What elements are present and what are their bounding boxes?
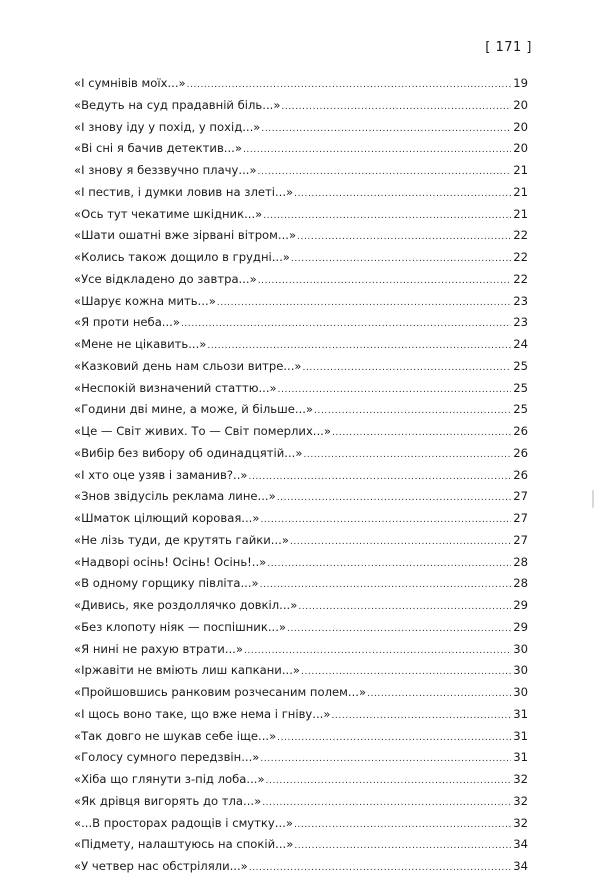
toc-entry-title: «...В просторах радощів і смутку...» (74, 815, 293, 830)
toc-entry (74, 576, 528, 598)
toc-dot-leader (298, 602, 511, 612)
toc-entry-page: 23 (513, 315, 528, 330)
toc-entry-page: 22 (513, 228, 528, 243)
toc-entry-page: 21 (513, 184, 528, 199)
toc-entry (74, 663, 528, 685)
toc-entry-title: «І знову я беззвучно плачу...» (74, 163, 257, 177)
toc-entry-page: 30 (513, 685, 528, 699)
toc-entry-page: 30 (513, 641, 528, 656)
toc-entry-page: 34 (513, 859, 528, 873)
toc-dot-leader (217, 298, 511, 308)
toc-entry (74, 707, 528, 729)
toc-entry (74, 141, 528, 163)
toc-entry-page: 19 (513, 76, 528, 90)
toc-dot-leader (258, 167, 512, 177)
toc-dot-leader (314, 406, 511, 416)
toc-entry (74, 729, 528, 751)
toc-dot-leader (261, 124, 511, 134)
toc-entry-title: «Ведуть на суд прадавній біль...» (74, 97, 281, 112)
toc-entry-page: 31 (513, 750, 528, 765)
toc-dot-leader (260, 515, 511, 525)
toc-entry-page: 32 (513, 815, 528, 830)
toc-entry (74, 489, 528, 511)
toc-dot-leader (207, 341, 511, 351)
toc-dot-leader (243, 145, 511, 155)
toc-entry-title: «Так довго не шукав себе іще...» (74, 728, 277, 743)
toc-dot-leader (278, 385, 512, 395)
toc-entry-page: 27 (513, 511, 528, 525)
toc-entry (74, 859, 528, 881)
toc-entry (74, 98, 528, 120)
toc-entry-page: 22 (513, 271, 528, 286)
toc-dot-leader (367, 689, 511, 699)
toc-entry-title: «В одному горщику півліта...» (74, 576, 259, 591)
toc-entry-title: «Шматок цілющий коровая...» (74, 511, 260, 525)
toc-entry (74, 424, 528, 446)
toc-entry (74, 381, 528, 403)
toc-entry (74, 620, 528, 642)
toc-dot-leader (291, 254, 511, 264)
toc-entry-title: «Мене не цікавить...» (74, 337, 207, 351)
toc-entry-title: «Казковий день нам сльози витре...» (74, 358, 302, 373)
toc-entry-title: «Пройшовшись ранковим розчесаним полем...» (74, 685, 367, 699)
toc-dot-leader (303, 363, 512, 373)
toc-entry-page: 25 (513, 380, 528, 395)
toc-entry-title: «Це — Світ живих. То — Світ померлих...» (74, 424, 331, 438)
toc-dot-leader (187, 80, 512, 90)
toc-entry-page: 32 (513, 793, 528, 808)
toc-entry (74, 598, 528, 620)
toc-entry-page: 21 (513, 163, 528, 177)
toc-entry (74, 272, 528, 294)
toc-dot-leader (263, 211, 511, 221)
toc-entry-page: 31 (513, 706, 528, 721)
toc-entry-page: 28 (513, 576, 528, 591)
toc-entry (74, 337, 528, 359)
table-of-contents (74, 76, 528, 881)
toc-entry-page: 20 (513, 141, 528, 156)
toc-dot-leader (244, 646, 511, 656)
toc-entry (74, 816, 528, 838)
toc-dot-leader (181, 319, 511, 329)
toc-entry-page: 31 (513, 728, 528, 743)
toc-entry (74, 185, 528, 207)
toc-entry (74, 468, 528, 490)
toc-entry-title: «Хіба що глянути з-під лоба...» (74, 772, 265, 786)
toc-entry-title: «У четвер нас обстріляли...» (74, 859, 248, 873)
toc-entry (74, 555, 528, 577)
toc-entry (74, 446, 528, 468)
toc-entry-title: «Дивись, яке роздоллячко довкіл...» (74, 598, 298, 612)
toc-entry (74, 642, 528, 664)
toc-entry-title: «І знову іду у похід, у похід...» (74, 119, 261, 134)
toc-entry-page: 26 (513, 424, 528, 438)
toc-dot-leader (332, 428, 511, 438)
toc-entry-title: «І хто оце узяв і заманив?..» (74, 467, 248, 482)
toc-entry-page: 23 (513, 293, 528, 308)
toc-entry-title: «Підмету, налаштуюсь на спокій...» (74, 837, 294, 852)
toc-entry-title: «І сумнівів моїх...» (74, 76, 186, 90)
toc-entry (74, 163, 528, 185)
toc-entry (74, 228, 528, 250)
toc-entry-page: 32 (513, 772, 528, 786)
toc-dot-leader (262, 798, 511, 808)
page-number: [ 171 ] (485, 40, 532, 55)
toc-entry-title: «Неспокій визначений статтю...» (74, 380, 277, 395)
toc-entry-title: «Я проти неба...» (74, 315, 180, 330)
toc-entry-title: «Вибір без вибору об одинадцятій...» (74, 445, 303, 460)
toc-entry-title: «Шати ошатні вже зірвані вітром...» (74, 228, 297, 243)
toc-entry-page: 22 (513, 250, 528, 264)
toc-entry-page: 21 (513, 206, 528, 221)
toc-entry-page: 26 (513, 467, 528, 482)
toc-entry (74, 294, 528, 316)
toc-entry (74, 359, 528, 381)
toc-entry-page: 29 (513, 619, 528, 634)
toc-entry-title: «Не лізь туди, де крутять гайки...» (74, 532, 289, 547)
toc-entry-title: «Голосу сумного передзвін...» (74, 750, 260, 765)
toc-dot-leader (258, 276, 512, 286)
toc-entry-page: 30 (513, 663, 528, 678)
toc-dot-leader (281, 102, 511, 112)
toc-entry-title: «Без клопоту ніяк — поспішник...» (74, 619, 286, 634)
toc-entry (74, 772, 528, 794)
toc-entry-page: 28 (513, 554, 528, 569)
page-edge-mark (592, 490, 594, 508)
toc-dot-leader (294, 841, 511, 851)
toc-dot-leader (297, 232, 511, 242)
toc-dot-leader (277, 733, 511, 743)
toc-dot-leader (266, 776, 512, 786)
toc-entry-title: «Колись також дощило в грудні...» (74, 250, 290, 264)
toc-entry-page: 25 (513, 402, 528, 417)
toc-dot-leader (287, 624, 511, 634)
toc-entry-page: 27 (513, 532, 528, 547)
toc-entry (74, 750, 528, 772)
toc-dot-leader (301, 667, 511, 677)
toc-entry (74, 511, 528, 533)
toc-entry (74, 533, 528, 555)
toc-dot-leader (294, 189, 511, 199)
toc-entry-title: «І щось воно таке, що вже нема і гніву...» (74, 706, 331, 721)
toc-entry (74, 120, 528, 142)
toc-entry (74, 315, 528, 337)
toc-entry-title: «Я нині не рахую втрати...» (74, 641, 243, 656)
toc-dot-leader (249, 472, 512, 482)
toc-entry-page: 29 (513, 598, 528, 612)
toc-entry (74, 685, 528, 707)
toc-entry (74, 402, 528, 424)
toc-entry-title: «Ві сні я бачив детектив...» (74, 141, 242, 156)
toc-entry-page: 20 (513, 119, 528, 134)
toc-entry (74, 837, 528, 859)
toc-dot-leader (290, 537, 511, 547)
toc-entry (74, 207, 528, 229)
toc-entry-title: «Усе відкладено до завтра...» (74, 271, 257, 286)
toc-entry-title: «Як дрівця вигорять до тла...» (74, 793, 262, 808)
toc-entry-title: «Години дві мине, а може, й більше...» (74, 402, 314, 417)
toc-entry-title: «Надворі осінь! Осінь! Осінь!..» (74, 554, 267, 569)
toc-dot-leader (294, 820, 511, 830)
toc-entry-page: 25 (513, 358, 528, 373)
toc-dot-leader (260, 754, 511, 764)
toc-entry-page: 24 (513, 337, 528, 351)
toc-dot-leader (331, 711, 511, 721)
toc-dot-leader (303, 450, 511, 460)
toc-entry-title: «Шарує кожна мить...» (74, 293, 216, 308)
toc-entry (74, 76, 528, 98)
toc-entry-page: 27 (513, 489, 528, 504)
toc-dot-leader (260, 580, 512, 590)
toc-dot-leader (249, 863, 511, 873)
toc-dot-leader (267, 559, 511, 569)
toc-entry-page: 34 (513, 837, 528, 852)
toc-entry-page: 26 (513, 445, 528, 460)
toc-entry (74, 794, 528, 816)
toc-entry-title: «Знов звідусіль реклама лине...» (74, 489, 276, 504)
toc-entry (74, 250, 528, 272)
toc-entry-title: «Іржавіти не вміють лиш капкани...» (74, 663, 300, 678)
toc-entry-title: «Ось тут чекатиме шкідник...» (74, 206, 263, 221)
toc-entry-title: «І пестив, і думки ловив на злеті...» (74, 184, 294, 199)
toc-dot-leader (277, 493, 512, 503)
toc-entry-page: 20 (513, 97, 528, 112)
